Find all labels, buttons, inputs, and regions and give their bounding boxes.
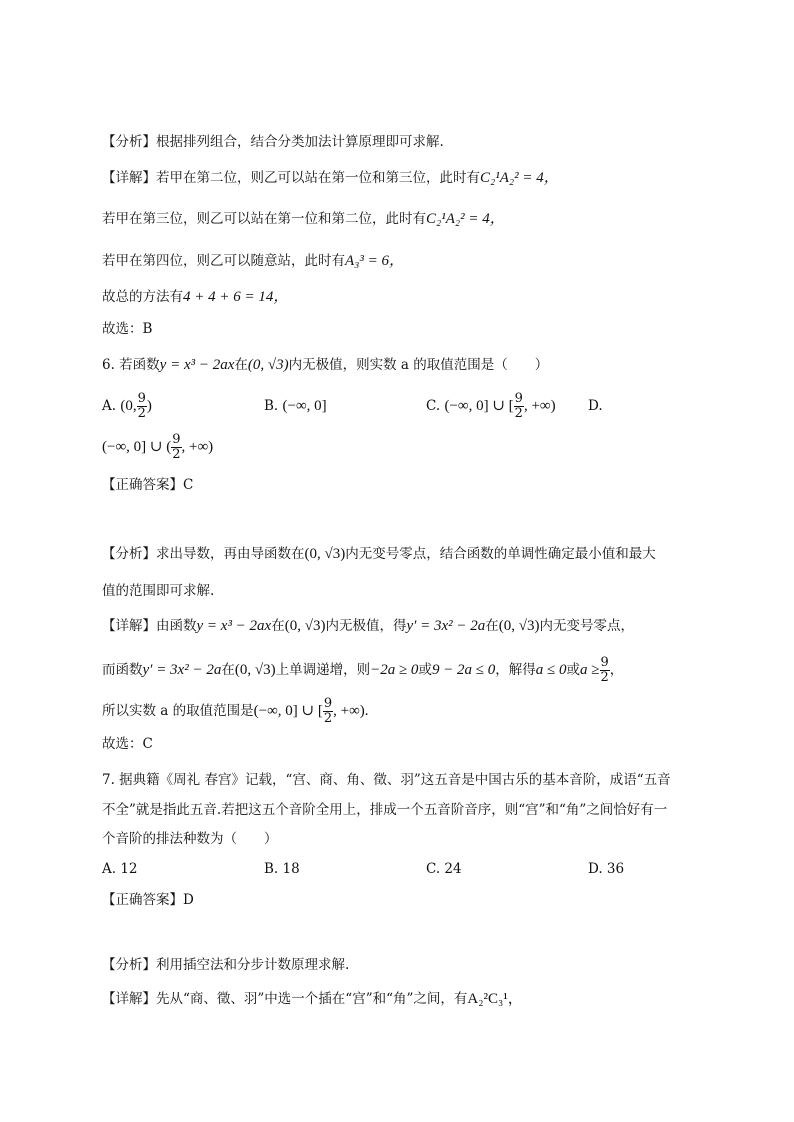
q6-stem-interval: (0, √3) xyxy=(247,357,289,373)
q6-analysis-line2: 值的范围即可求解. xyxy=(102,583,215,599)
q6-option-b-text: (−∞, 0] xyxy=(282,398,327,414)
q7-option-b: B. 18 xyxy=(264,861,300,877)
m: y′ = 3x² − 2a xyxy=(406,618,486,634)
q6-option-a-frac xyxy=(137,392,147,421)
q5-detail-line3 xyxy=(102,250,404,272)
q6-analysis1: 【分析】求出导数，再由导函数在 xyxy=(102,546,305,562)
q6-stem-prefix: 6. 若函数 xyxy=(102,357,160,373)
q7-analysis: 【分析】利用插空法和分步计数原理求解. xyxy=(102,957,350,973)
frac-den: 2 xyxy=(600,670,609,685)
t: 在 xyxy=(485,618,499,634)
q5-detail-text: 【详解】若甲在第二位，则乙可以站在第一位和第三位，此时有 xyxy=(102,170,480,186)
q6-option-d-text: (−∞, 0] ∪ ( xyxy=(102,439,172,455)
q5-detail-line4 xyxy=(102,286,288,308)
t: 内无变号零点， xyxy=(539,618,635,634)
q6-detail-line3 xyxy=(102,697,369,726)
frac-den: 2 xyxy=(514,406,523,421)
q6-option-d-end: , +∞) xyxy=(181,439,214,455)
q7-option-c: C. 24 xyxy=(426,861,462,877)
q6-option-c-label: C. xyxy=(426,398,441,414)
frac-num: 9 xyxy=(137,391,146,406)
t: 或 xyxy=(418,662,432,678)
t: 而函数 xyxy=(102,662,143,678)
q6-option-d-label-wrap xyxy=(588,395,603,417)
q5-analysis: 【分析】根据排列组合，结合分类加法计算原理即可求解. xyxy=(102,134,444,150)
q5-line2-text: 若甲在第三位，则乙可以站在第一位和第二位，此时有 xyxy=(102,211,426,227)
q6-analysis1-math: (0, √3) xyxy=(304,546,346,562)
q6-option-c-text: (−∞, 0] ∪ [ xyxy=(444,398,514,414)
t: 上单调递增，则 xyxy=(275,662,371,678)
frac-den: 2 xyxy=(323,711,333,726)
t: 内无极值，得 xyxy=(325,618,407,634)
m: (0, √3) xyxy=(234,662,276,678)
q7-detail-text: 【详解】先从“商、徵、羽”中选一个插在“宫”和“角”之间，有 xyxy=(102,991,468,1007)
frac-den: 2 xyxy=(172,447,181,462)
q5-line3-text: 若甲在第四位，则乙可以随意站，此时有 xyxy=(102,253,345,269)
q5-choose: 故选：B xyxy=(102,321,153,337)
frac-num: 9 xyxy=(514,391,523,406)
q6-detail3-frac xyxy=(323,697,333,726)
q6-detail-line2 xyxy=(102,656,623,685)
t: 在 xyxy=(271,618,285,634)
m: y′ = 3x² − 2a xyxy=(142,662,222,678)
frac-num: 9 xyxy=(172,432,181,447)
m: (0, √3) xyxy=(498,618,540,634)
q5-detail-line2 xyxy=(102,208,505,230)
m: a ≥ xyxy=(580,662,600,678)
t: 在 xyxy=(221,662,235,678)
q6-option-d-label: D. xyxy=(588,398,603,414)
q6-analysis-line1 xyxy=(102,543,656,565)
q6-stem-mid: 在 xyxy=(234,357,248,373)
q6-stem-func: y = x³ − 2ax xyxy=(159,357,235,373)
q6-option-a xyxy=(102,392,152,421)
m: y = x³ − 2ax xyxy=(196,618,272,634)
m: −2a ≥ 0 xyxy=(370,662,419,678)
q6-detail2-frac xyxy=(600,656,610,685)
m: a ≤ 0 xyxy=(535,662,567,678)
q6-analysis1-rest: 内无变号零点，结合函数的单调性确定最小值和最大 xyxy=(345,546,656,562)
q6-option-a-label: A. xyxy=(102,398,117,414)
q7-option-a: A. 12 xyxy=(102,861,138,877)
q6-option-d-frac xyxy=(171,433,181,462)
q6-option-c-end: , +∞) xyxy=(523,398,556,414)
q6-option-c-frac xyxy=(514,392,524,421)
m: , +∞). xyxy=(333,703,369,719)
m: (0, √3) xyxy=(284,618,326,634)
frac-num: 9 xyxy=(600,655,609,670)
q6-answer: 【正确答案】C xyxy=(102,477,194,493)
q5-line4-text: 故总的方法有 xyxy=(102,289,183,305)
m: (−∞, 0] ∪ [ xyxy=(253,703,323,719)
q6-option-d xyxy=(102,433,213,462)
frac-den: 2 xyxy=(137,406,146,421)
q7-option-d: D. 36 xyxy=(588,861,625,877)
t: 【详解】由函数 xyxy=(102,618,197,634)
t: ， xyxy=(609,662,624,678)
q7-detail xyxy=(102,988,523,1010)
q6-option-b xyxy=(264,395,327,417)
q6-option-a-text: (0, xyxy=(120,398,137,414)
q7-stem-line2: 不全”就是指此五音.若把这五个音阶全用上，排成一个五音阶音序，则“宫”和“角”之间恰好有一 xyxy=(102,802,668,818)
frac-num: 9 xyxy=(323,696,333,711)
q6-option-b-label: B. xyxy=(264,398,279,414)
q6-stem-suffix: 内无极值，则实数 a 的取值范围是（ ） xyxy=(288,357,549,373)
q5-line2-math: C₂¹A₂² = 4， xyxy=(426,211,505,227)
q5-line4-math: 4 + 4 + 6 = 14， xyxy=(183,289,289,305)
q7-stem-line3: 个音阶的排法种数为（ ） xyxy=(102,831,278,847)
q6-stem xyxy=(102,354,548,376)
t: ，解得 xyxy=(495,662,536,678)
q6-option-a-end: ) xyxy=(146,398,152,414)
q6-detail-line1 xyxy=(102,615,634,637)
q6-option-c xyxy=(426,392,556,421)
q7-detail-math: A₂²C₃¹， xyxy=(467,991,523,1007)
m: 9 − 2a ≤ 0 xyxy=(431,662,496,678)
t: 所以实数 a 的取值范围是 xyxy=(102,703,254,719)
q5-detail-line1 xyxy=(102,167,559,189)
q6-choose: 故选：C xyxy=(102,736,153,752)
t: 或 xyxy=(566,662,581,678)
q5-line3-math: A₃³ = 6， xyxy=(345,253,404,269)
q7-stem-line1: 7. 据典籍《周礼 春宫》记载，“宫、商、角、徵、羽”这五音是中国古乐的基本音阶，成语“五音 xyxy=(102,772,671,788)
q7-answer: 【正确答案】D xyxy=(102,892,194,908)
q5-detail-math: C₂¹A₂² = 4， xyxy=(480,170,559,186)
